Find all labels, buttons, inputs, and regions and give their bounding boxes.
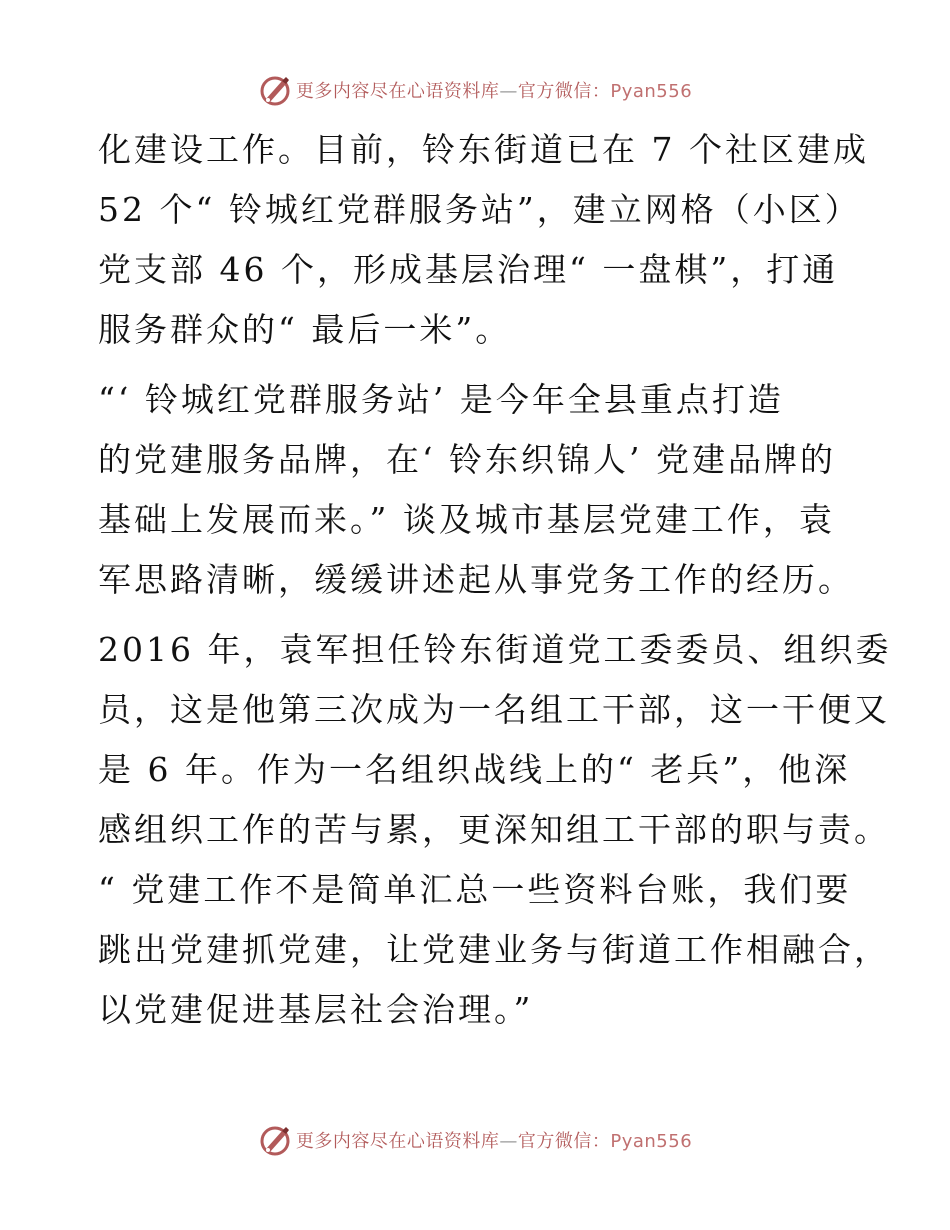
- text-line: 2016 年，袁军担任铃东街道党工委委员、组织委: [98, 630, 892, 669]
- text-line: “‘ 铃城红党群服务站’ 是今年全县重点打造: [98, 380, 784, 419]
- pen-logo-icon: [258, 1123, 292, 1157]
- text-line: 52 个“ 铃城红党群服务站”，建立网格（小区）: [98, 190, 861, 229]
- text-line: 化建设工作。目前，铃东街道已在 7 个社区建成: [98, 130, 869, 169]
- pen-logo-icon: [258, 73, 292, 107]
- text-line: 的党建服务品牌，在‘ 铃东织锦人’ 党建品牌的: [98, 440, 836, 479]
- text-line: 员，这是他第三次成为一名组工干部，这一干便又: [98, 690, 890, 729]
- text-line: “ 党建工作不是简单汇总一些资料台账，我们要: [98, 870, 852, 909]
- text-line: 感组织工作的苦与累，更深知组工干部的职与责。: [98, 810, 890, 849]
- paragraph-1: [98, 120, 869, 360]
- paragraph-3: [98, 620, 892, 1040]
- footer-watermark: [0, 1120, 950, 1160]
- text-line: 跳出党建抓党建，让党建业务与街道工作相融合，: [98, 930, 890, 969]
- document-body: [98, 120, 892, 1040]
- text-line: 基础上发展而来。” 谈及城市基层党建工作，袁: [98, 500, 835, 539]
- text-line: 服务群众的“ 最后一米”。: [98, 310, 512, 349]
- text-line: 以党建促进基层社会治理。”: [98, 990, 534, 1029]
- text-line: 是 6 年。作为一名组织战线上的“ 老兵”，他深: [98, 750, 851, 789]
- text-line: 军思路清晰，缓缓讲述起从事党务工作的经历。: [98, 560, 854, 599]
- watermark-text: 更多内容尽在心语资料库—官方微信：Pyan556: [295, 81, 693, 102]
- header-watermark: [0, 70, 950, 110]
- text-line: 党支部 46 个，形成基层治理“ 一盘棋”，打通: [98, 250, 839, 289]
- watermark-text: 更多内容尽在心语资料库—官方微信：Pyan556: [295, 1131, 693, 1152]
- paragraph-2: [98, 370, 858, 610]
